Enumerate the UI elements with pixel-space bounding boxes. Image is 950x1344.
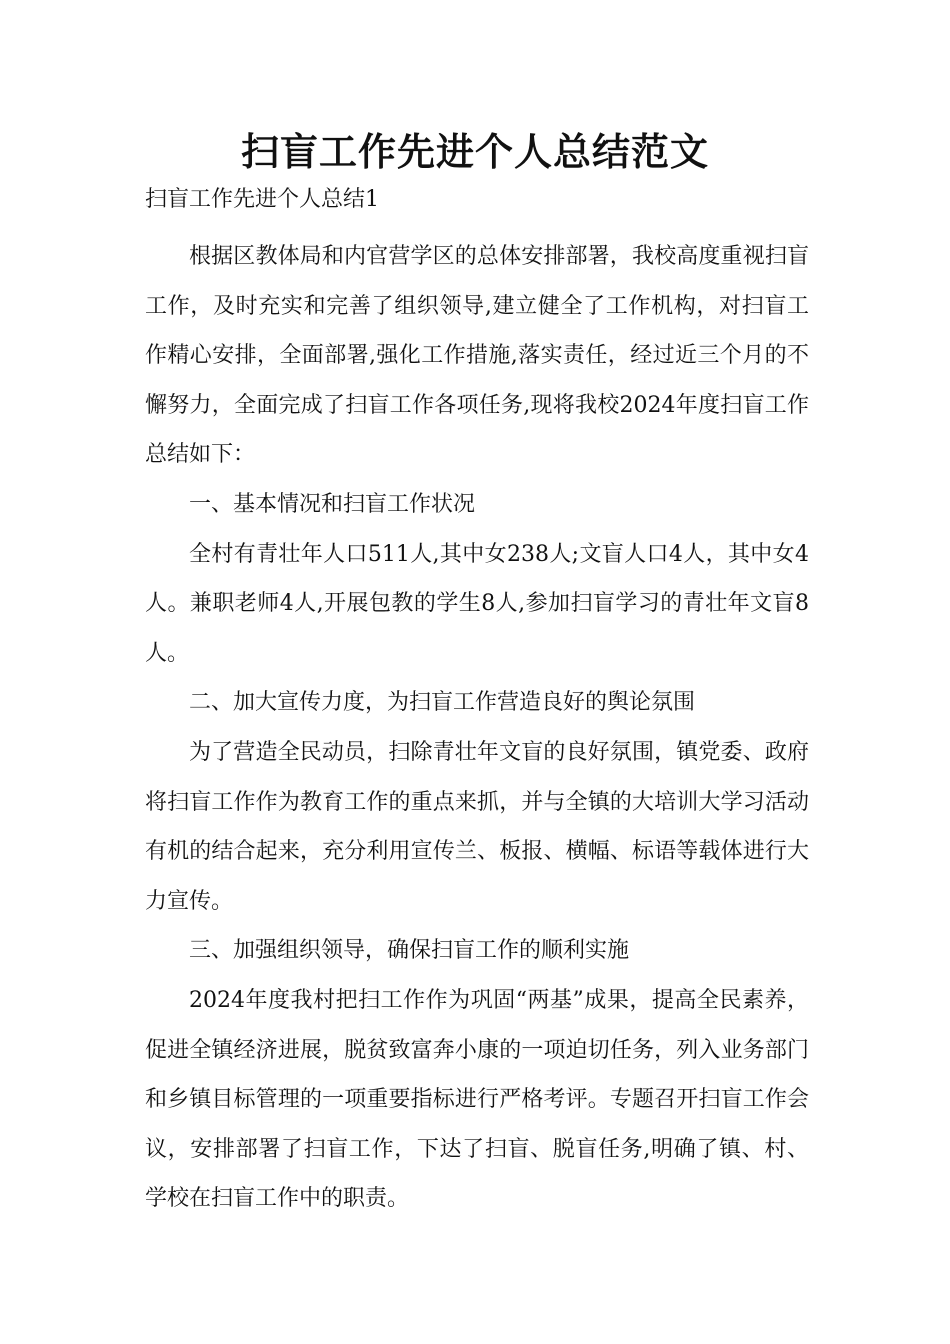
document-body xyxy=(145,232,809,1224)
document-subtitle: 扫盲工作先进个人总结1 xyxy=(145,187,379,212)
section-heading-2: 二、加大宣传力度，为扫盲工作营造良好的舆论氛围 xyxy=(189,690,696,716)
paragraph-organization: 2024年度我村把扫工作作为巩固“两基”成果，提高全民素养，促进全镇经济进展，脱贫致富奔小康的一项迫切任务，列入业务部门和乡镇目标管理的一项重要指标进行严格考评。专题召开扫盲工作会议，安排部署了扫盲工作，下达了扫盲、脱盲任务,明确了镇、村、学校在扫盲工作中的职责。 xyxy=(145,987,809,1212)
section-heading-3: 三、加强组织领导，确保扫盲工作的顺利实施 xyxy=(189,938,630,964)
section-heading-1: 一、基本情况和扫盲工作状况 xyxy=(189,491,476,517)
paragraph-publicity: 为了营造全民动员，扫除青壮年文盲的良好氛围，镇党委、政府将扫盲工作作为教育工作的重点来抓，并与全镇的大培训大学习活动有机的结合起来，充分利用宣传兰、板报、横幅、标语等载体进行大力宣传。 xyxy=(145,739,809,914)
paragraph-intro: 根据区教体局和内官营学区的总体安排部署，我校高度重视扫盲工作，及时充实和完善了组织领导,建立健全了工作机构，对扫盲工作精心安排，全面部署,强化工作措施,落实责任，经过近三个月的不懈努力，全面完成了扫盲工作各项任务,现将我校2024年度扫盲工作总结如下： xyxy=(145,244,809,468)
paragraph-basic-situation: 全村有青壮年人口511人,其中女238人;文盲人口4人，其中女4人。兼职老师4人,开展包教的学生8人,参加扫盲学习的青壮年文盲8人。 xyxy=(145,541,809,666)
document-title: 扫盲工作先进个人总结范文 xyxy=(240,130,709,174)
